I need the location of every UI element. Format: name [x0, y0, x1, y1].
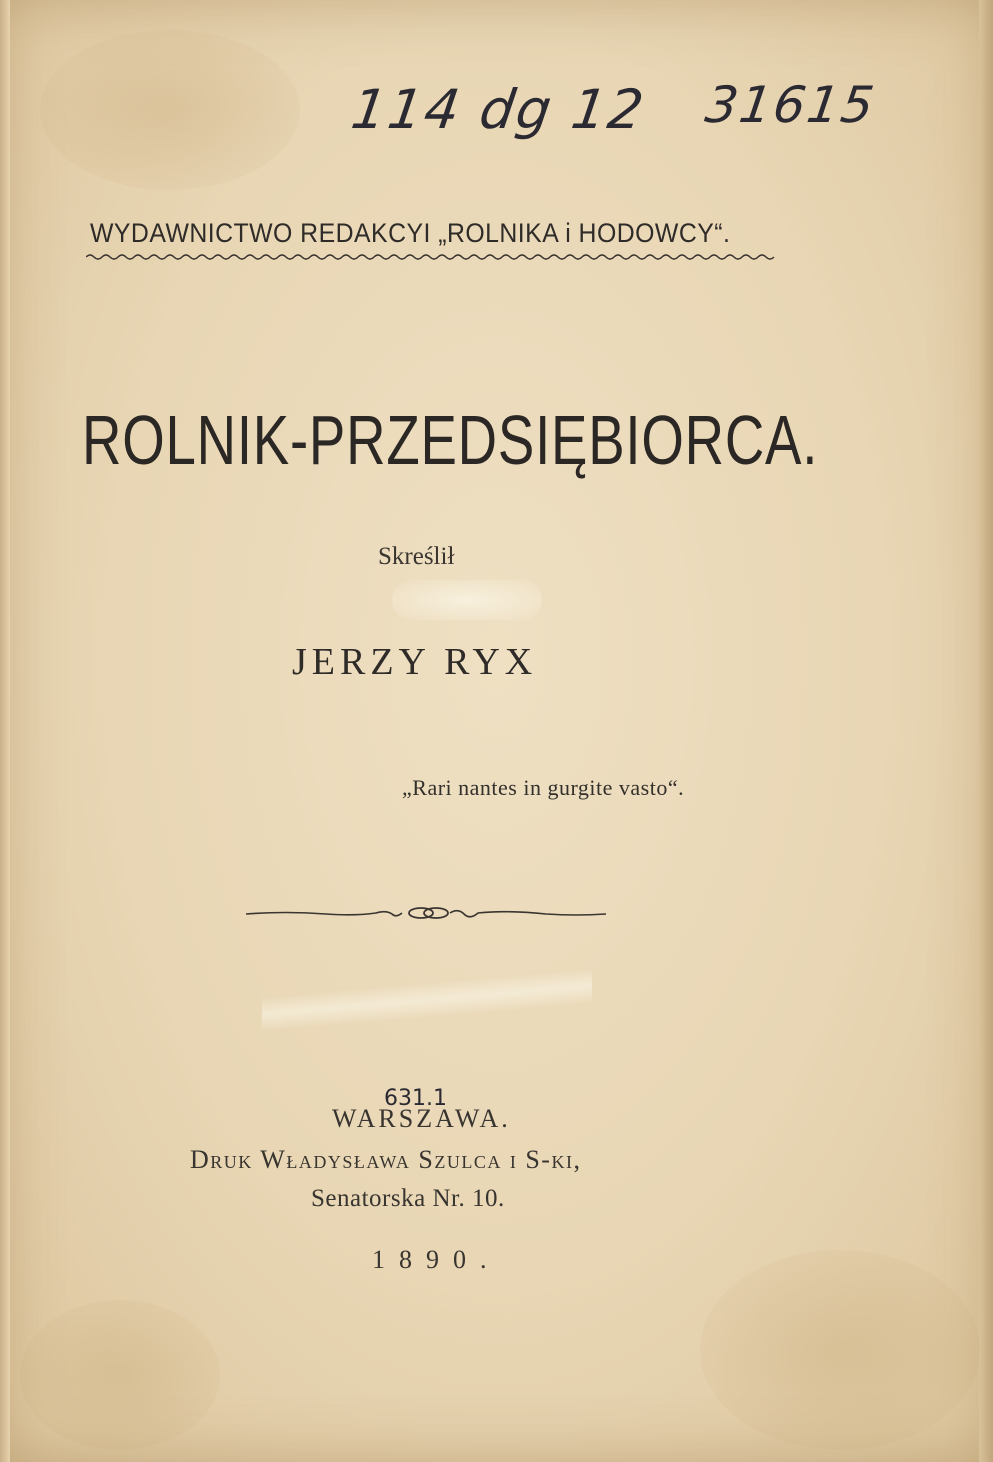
imprint-printer: Druk Władysława Szulca i S-ki,: [190, 1145, 582, 1174]
handwritten-accession-number: 31615: [701, 76, 880, 134]
imprint-address: Senatorska Nr. 10.: [311, 1185, 505, 1212]
publisher-line: WYDAWNICTWO REDAKCYI „ROLNIKA i HODOWCY“.: [90, 218, 731, 248]
imprint-year: 1890.: [372, 1245, 501, 1274]
embossed-stamp: [392, 580, 542, 620]
wavy-rule: [86, 252, 778, 262]
book-title: ROLNIK-PRZEDSIĘBIORCA.: [82, 401, 819, 479]
page-edge-right: [979, 0, 993, 1462]
motto: „Rari nantes in gurgite vasto“.: [402, 775, 685, 800]
page-edge-left: [0, 0, 10, 1462]
paper-stain: [700, 1250, 980, 1450]
paper-crease: [262, 970, 592, 1030]
handwritten-classification: 631.1: [384, 1086, 447, 1111]
paper-stain: [40, 30, 300, 190]
credit-label: Skreślił: [378, 543, 455, 570]
imprint-city: WARSZAWA.: [332, 1104, 511, 1133]
author-name: JERZY RYX: [292, 641, 538, 683]
ornamental-divider: [246, 900, 606, 926]
paper-stain: [20, 1300, 220, 1450]
handwritten-call-number: 114 dg 12: [347, 78, 650, 141]
